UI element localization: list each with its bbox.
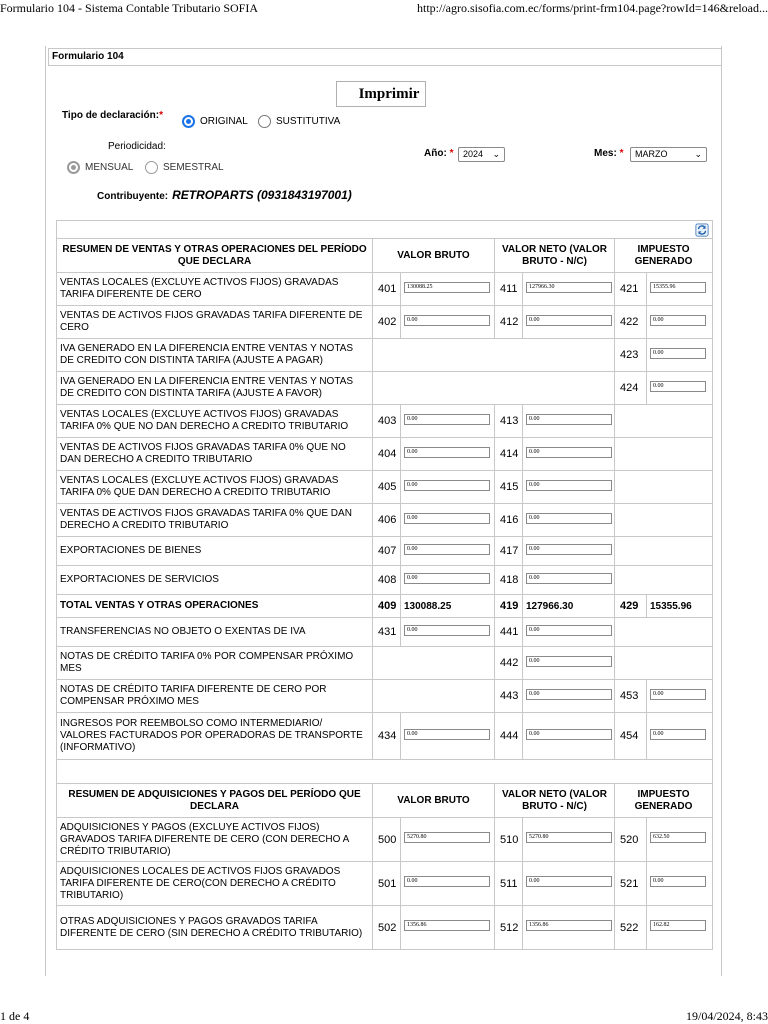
field-code: 502	[373, 906, 401, 950]
value-input[interactable]: 632.50	[650, 832, 706, 843]
field-cell	[647, 906, 713, 950]
row-description: NOTAS DE CRÉDITO TARIFA 0% POR COMPENSAR PRÓXIMO MES	[57, 647, 373, 680]
print-header	[0, 0, 768, 16]
row-description: VENTAS LOCALES (EXCLUYE ACTIVOS FIJOS) GRAVADAS TARIFA DIFERENTE DE CERO	[57, 273, 373, 306]
field-code: 418	[495, 566, 523, 595]
field-cell	[523, 306, 615, 339]
radio-sustitutiva[interactable]: SUSTITUTIVA	[258, 115, 340, 128]
field-cell	[401, 862, 495, 906]
value-input[interactable]: 0.00	[526, 729, 612, 740]
field-code: 453	[615, 680, 647, 713]
field-cell	[401, 618, 495, 647]
table-row	[57, 438, 713, 471]
field-code: 500	[373, 818, 401, 862]
value-input[interactable]: 0.00	[404, 315, 490, 326]
adquisiciones-section	[57, 784, 713, 950]
form-title: Formulario 104	[48, 48, 722, 66]
field-cell	[401, 306, 495, 339]
field-code: 442	[495, 647, 523, 680]
total-value: 15355.96	[650, 600, 692, 612]
header-valor-bruto: VALOR BRUTO	[373, 784, 495, 818]
row-description: ADQUISICIONES LOCALES DE ACTIVOS FIJOS GRAVADOS TARIFA DIFERENTE DE CERO(CON DERECHO A CRÉDITO TRIBUTARIO)	[57, 862, 373, 906]
contribuyente: Contribuyente: RETROPARTS (0931843197001)	[97, 188, 352, 202]
field-cell	[523, 405, 615, 438]
print-button[interactable]: Imprimir	[336, 81, 426, 107]
field-code: 443	[495, 680, 523, 713]
chevron-down-icon: ⌄	[492, 149, 500, 159]
field-code: 415	[495, 471, 523, 504]
empty-cell	[373, 372, 615, 405]
field-code: 413	[495, 405, 523, 438]
total-value: 127966.30	[526, 600, 574, 612]
value-input[interactable]: 0.00	[526, 480, 612, 491]
value-input[interactable]: 127966.30	[526, 282, 612, 293]
header-resumen: RESUMEN DE ADQUISICIONES Y PAGOS DEL PERÍODO QUE DECLARA	[57, 784, 373, 818]
table-row	[57, 680, 713, 713]
field-code: 411	[495, 273, 523, 306]
value-input[interactable]: 0.00	[526, 447, 612, 458]
value-input[interactable]: 130088.25	[404, 282, 490, 293]
field-cell	[401, 713, 495, 760]
table-row	[57, 647, 713, 680]
field-code: 429	[615, 595, 647, 618]
refresh-icon[interactable]	[695, 223, 709, 237]
field-code: 409	[373, 595, 401, 618]
field-code: 423	[615, 339, 647, 372]
field-code: 424	[615, 372, 647, 405]
field-code: 419	[495, 595, 523, 618]
value-input[interactable]: 0.00	[404, 513, 490, 524]
table-row	[57, 713, 713, 760]
field-code: 416	[495, 504, 523, 537]
empty-cell	[615, 504, 713, 537]
field-cell	[523, 537, 615, 566]
value-input[interactable]: 162.82	[650, 920, 706, 931]
field-cell	[647, 713, 713, 760]
field-code: 401	[373, 273, 401, 306]
print-footer	[0, 1008, 768, 1024]
value-input[interactable]: 15355.96	[650, 282, 706, 293]
table-row	[57, 405, 713, 438]
field-cell	[401, 438, 495, 471]
field-code: 441	[495, 618, 523, 647]
field-cell	[523, 906, 615, 950]
row-description: EXPORTACIONES DE BIENES	[57, 537, 373, 566]
value-input[interactable]: 0.00	[650, 348, 706, 359]
radio-original[interactable]: ORIGINAL	[182, 115, 248, 128]
table-row	[57, 906, 713, 950]
field-cell	[401, 273, 495, 306]
row-description: INGRESOS POR REEMBOLSO COMO INTERMEDIARIO/ VALORES FACTURADOS POR OPERADORAS DE TRANSPORTE (INFORMATIVO)	[57, 713, 373, 760]
radio-unchecked-icon[interactable]	[145, 161, 158, 174]
header-resumen: RESUMEN DE VENTAS Y OTRAS OPERACIONES DEL PERÍODO QUE DECLARA	[57, 239, 373, 273]
field-cell	[401, 595, 495, 618]
row-description: VENTAS DE ACTIVOS FIJOS GRAVADAS TARIFA 0% QUE DAN DERECHO A CREDITO TRIBUTARIO	[57, 504, 373, 537]
field-cell	[523, 818, 615, 862]
field-code: 520	[615, 818, 647, 862]
row-description: IVA GENERADO EN LA DIFERENCIA ENTRE VENTAS Y NOTAS DE CREDITO CON DISTINTA TARIFA (AJUSTE A FAVOR)	[57, 372, 373, 405]
value-input[interactable]: 0.00	[650, 689, 706, 700]
table-row	[57, 537, 713, 566]
value-input[interactable]: 0.00	[526, 876, 612, 887]
field-code: 417	[495, 537, 523, 566]
field-code: 405	[373, 471, 401, 504]
empty-cell	[615, 438, 713, 471]
field-code: 414	[495, 438, 523, 471]
value-input[interactable]: 0.00	[526, 414, 612, 425]
row-description: EXPORTACIONES DE SERVICIOS	[57, 566, 373, 595]
anio-select[interactable]: 2024 ⌄	[458, 147, 505, 162]
empty-cell	[615, 618, 713, 647]
field-code: 444	[495, 713, 523, 760]
contribuyente-value: RETROPARTS (0931843197001)	[172, 188, 352, 202]
table-row	[57, 372, 713, 405]
field-code: 434	[373, 713, 401, 760]
form-table-wrapper	[56, 220, 712, 950]
header-valor-bruto: VALOR BRUTO	[373, 239, 495, 273]
field-code: 404	[373, 438, 401, 471]
field-code: 454	[615, 713, 647, 760]
field-code: 511	[495, 862, 523, 906]
table-row	[57, 306, 713, 339]
radio-checked-icon[interactable]	[67, 161, 80, 174]
field-code: 406	[373, 504, 401, 537]
field-cell	[401, 471, 495, 504]
empty-cell	[373, 680, 495, 713]
periodicidad-label: Periodicidad:	[108, 141, 166, 152]
value-input[interactable]: 0.00	[404, 729, 490, 740]
radio-checked-icon[interactable]	[182, 115, 195, 128]
total-row	[57, 595, 713, 618]
field-cell	[647, 306, 713, 339]
field-cell	[401, 537, 495, 566]
field-code: 421	[615, 273, 647, 306]
value-input[interactable]: 5270.80	[526, 832, 612, 843]
chevron-down-icon: ⌄	[694, 149, 702, 159]
field-code: 431	[373, 618, 401, 647]
field-cell	[523, 471, 615, 504]
table-row	[57, 471, 713, 504]
field-cell	[523, 713, 615, 760]
spacer-row	[57, 760, 713, 784]
value-input[interactable]: 0.00	[526, 625, 612, 636]
empty-cell	[373, 339, 615, 372]
field-code: 422	[615, 306, 647, 339]
value-input[interactable]: 1356.86	[404, 920, 490, 931]
value-input[interactable]: 5270.80	[404, 832, 490, 843]
empty-cell	[373, 647, 495, 680]
value-input[interactable]: 0.00	[650, 876, 706, 887]
value-input[interactable]: 0.00	[404, 876, 490, 887]
field-cell	[647, 862, 713, 906]
header-valor-neto: VALOR NETO (VALOR BRUTO - N/C)	[495, 784, 615, 818]
total-value: 130088.25	[404, 600, 452, 612]
field-cell	[647, 818, 713, 862]
field-cell	[647, 273, 713, 306]
value-input[interactable]: 0.00	[526, 315, 612, 326]
field-cell	[523, 273, 615, 306]
table-row	[57, 618, 713, 647]
value-input[interactable]: 0.00	[404, 573, 490, 584]
header-impuesto: IMPUESTO GENERADO	[615, 239, 713, 273]
value-input[interactable]: 0.00	[404, 480, 490, 491]
table-row	[57, 862, 713, 906]
radio-semestral[interactable]: SEMESTRAL	[145, 161, 224, 174]
field-code: 402	[373, 306, 401, 339]
empty-cell	[615, 647, 713, 680]
field-cell	[647, 680, 713, 713]
mes-label: Mes: *	[594, 148, 624, 159]
value-input[interactable]: 0.00	[404, 414, 490, 425]
row-description: OTRAS ADQUISICIONES Y PAGOS GRAVADOS TARIFA DIFERENTE DE CERO (SIN DERECHO A CRÉDITO TRIBUTARIO)	[57, 906, 373, 950]
field-code: 412	[495, 306, 523, 339]
field-cell	[523, 862, 615, 906]
field-cell	[523, 595, 615, 618]
row-description: TRANSFERENCIAS NO OBJETO O EXENTAS DE IVA	[57, 618, 373, 647]
toolbar-row	[57, 221, 713, 239]
print-datetime: 19/04/2024, 8:43	[685, 1009, 768, 1023]
value-input[interactable]: 0.00	[404, 544, 490, 555]
value-input[interactable]: 0.00	[404, 447, 490, 458]
row-description: VENTAS LOCALES (EXCLUYE ACTIVOS FIJOS) GRAVADAS TARIFA 0% QUE NO DAN DERECHO A CREDITO TRIBUTARIO	[57, 405, 373, 438]
header-valor-neto: VALOR NETO (VALOR BRUTO - N/C)	[495, 239, 615, 273]
field-cell	[647, 372, 713, 405]
value-input[interactable]: 0.00	[526, 656, 612, 667]
field-cell	[647, 339, 713, 372]
field-code: 512	[495, 906, 523, 950]
row-description: VENTAS DE ACTIVOS FIJOS GRAVADAS TARIFA 0% QUE NO DAN DERECHO A CREDITO TRIBUTARIO	[57, 438, 373, 471]
value-input[interactable]: 1356.86	[526, 920, 612, 931]
table-row	[57, 273, 713, 306]
value-input[interactable]: 0.00	[526, 573, 612, 584]
radio-mensual[interactable]: MENSUAL	[67, 161, 133, 174]
field-cell	[523, 618, 615, 647]
field-cell	[523, 504, 615, 537]
value-input[interactable]: 0.00	[650, 315, 706, 326]
field-code: 407	[373, 537, 401, 566]
value-input[interactable]: 0.00	[526, 513, 612, 524]
field-code: 522	[615, 906, 647, 950]
field-cell	[647, 595, 713, 618]
field-code: 408	[373, 566, 401, 595]
section-header-row	[57, 784, 713, 818]
table-row	[57, 504, 713, 537]
value-input[interactable]: 0.00	[650, 729, 706, 740]
table-row	[57, 566, 713, 595]
tipo-declaracion-label: Tipo de declaración:*	[62, 110, 163, 121]
mes-select[interactable]: MARZO ⌄	[630, 147, 707, 162]
table-row	[57, 818, 713, 862]
empty-cell	[615, 471, 713, 504]
row-description: ADQUISICIONES Y PAGOS (EXCLUYE ACTIVOS FIJOS) GRAVADOS TARIFA DIFERENTE DE CERO (CON DERECHO A CRÉDITO TRIBUTARIO)	[57, 818, 373, 862]
field-code: 510	[495, 818, 523, 862]
value-input[interactable]: 0.00	[404, 625, 490, 636]
field-cell	[401, 566, 495, 595]
row-description: NOTAS DE CRÉDITO TARIFA DIFERENTE DE CERO POR COMPENSAR PRÓXIMO MES	[57, 680, 373, 713]
page-url: http://agro.sisofia.com.ec/forms/print-frm104.page?rowId=146&reload...	[416, 1, 768, 15]
field-code: 521	[615, 862, 647, 906]
field-code: 403	[373, 405, 401, 438]
field-cell	[523, 647, 615, 680]
row-description: IVA GENERADO EN LA DIFERENCIA ENTRE VENTAS Y NOTAS DE CREDITO CON DISTINTA TARIFA (AJUSTE A PAGAR)	[57, 339, 373, 372]
field-cell	[401, 818, 495, 862]
empty-cell	[615, 566, 713, 595]
section-header-row	[57, 239, 713, 273]
value-input[interactable]: 0.00	[526, 544, 612, 555]
field-cell	[401, 906, 495, 950]
field-cell	[523, 680, 615, 713]
value-input[interactable]: 0.00	[650, 381, 706, 392]
row-description: VENTAS LOCALES (EXCLUYE ACTIVOS FIJOS) GRAVADAS TARIFA 0% QUE DAN DERECHO A CREDITO TRIBUTARIO	[57, 471, 373, 504]
page-title: Formulario 104 - Sistema Contable Tributario SOFIA	[0, 1, 258, 15]
field-code: 501	[373, 862, 401, 906]
empty-cell	[615, 537, 713, 566]
anio-label: Año: *	[424, 148, 454, 159]
ventas-section	[57, 239, 713, 760]
field-cell	[401, 405, 495, 438]
page-counter: 1 de 4	[0, 1009, 30, 1023]
radio-unchecked-icon[interactable]	[258, 115, 271, 128]
table-row	[57, 339, 713, 372]
empty-cell	[615, 405, 713, 438]
field-cell	[523, 438, 615, 471]
field-cell	[523, 566, 615, 595]
header-impuesto: IMPUESTO GENERADO	[615, 784, 713, 818]
row-description: VENTAS DE ACTIVOS FIJOS GRAVADAS TARIFA DIFERENTE DE CERO	[57, 306, 373, 339]
field-cell	[401, 504, 495, 537]
value-input[interactable]: 0.00	[526, 689, 612, 700]
form-104-table	[56, 220, 713, 950]
row-description: TOTAL VENTAS Y OTRAS OPERACIONES	[57, 595, 373, 618]
